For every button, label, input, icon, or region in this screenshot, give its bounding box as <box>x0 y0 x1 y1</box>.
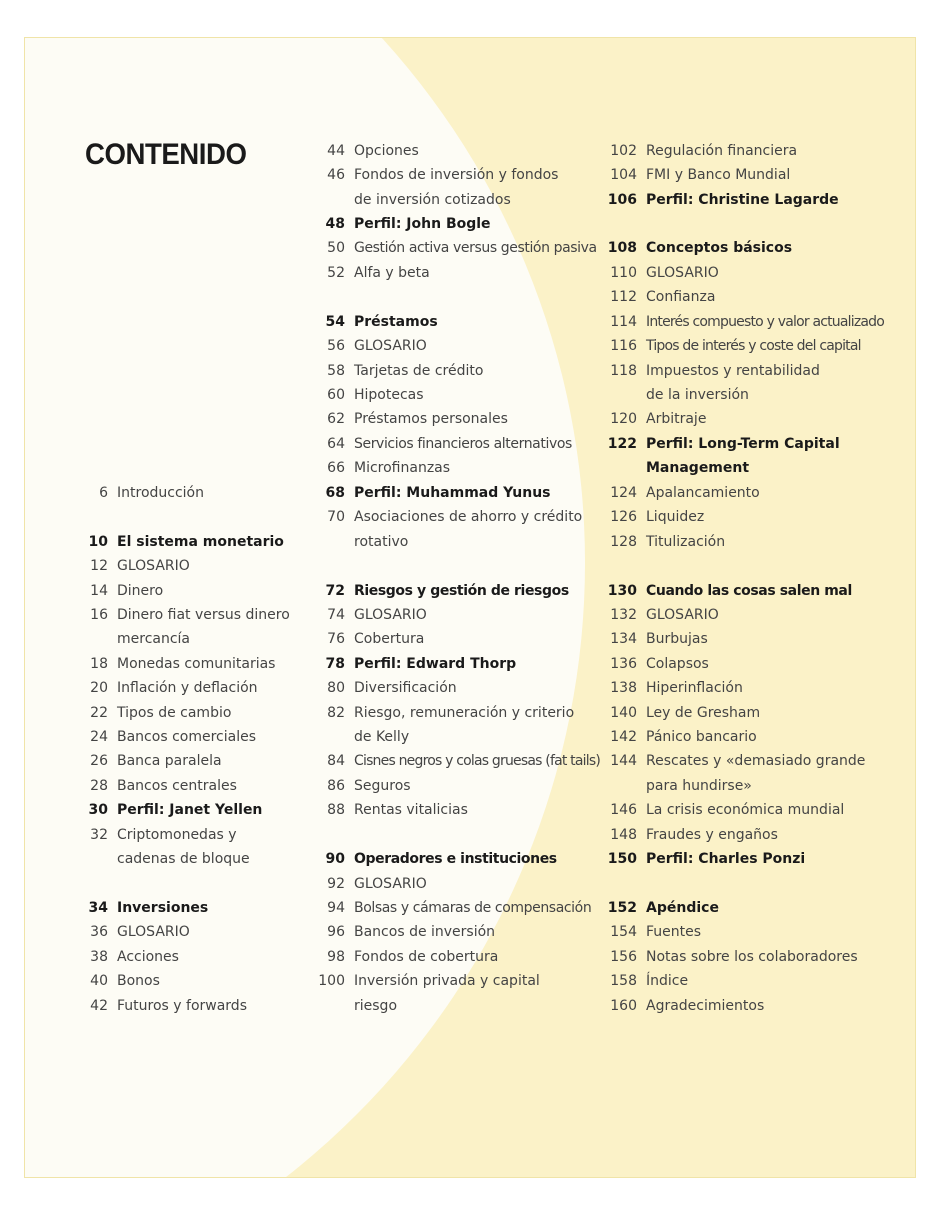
toc-page-number: 102 <box>610 143 637 159</box>
toc-entry[interactable] <box>99 482 204 504</box>
toc-page-number: 144 <box>610 753 637 769</box>
toc-entry[interactable] <box>610 995 765 1017</box>
toc-entry[interactable] <box>327 140 419 162</box>
toc-entry-title: riesgo <box>354 998 398 1014</box>
toc-entry[interactable] <box>327 873 427 895</box>
toc-entry-title: Tipos de cambio <box>117 705 232 721</box>
toc-entry-title: Microfinanzas <box>354 460 451 476</box>
toc-entry[interactable] <box>610 726 757 748</box>
toc-entry[interactable] <box>327 262 430 284</box>
toc-entry[interactable] <box>327 702 575 724</box>
toc-page-number: 52 <box>327 265 345 281</box>
toc-entry-title: Notas sobre los colaboradores <box>646 949 858 965</box>
toc-entry[interactable] <box>88 897 209 919</box>
toc-page-number: 98 <box>327 949 345 965</box>
toc-entry[interactable] <box>610 506 705 528</box>
toc-page-number: 96 <box>327 924 345 940</box>
toc-page-number: 104 <box>610 167 637 183</box>
toc-entry[interactable] <box>646 384 749 406</box>
toc-entry-title: Gestión activa versus gestión pasiva <box>354 240 597 256</box>
toc-page-number: 48 <box>325 216 345 232</box>
toc-entry[interactable] <box>610 335 861 357</box>
toc-page-number: 24 <box>90 729 108 745</box>
toc-entry[interactable] <box>327 164 559 186</box>
toc-entry-title: Bolsas y cámaras de compensación <box>354 900 592 916</box>
toc-page-number: 130 <box>607 583 637 599</box>
toc-page-number: 60 <box>327 387 345 403</box>
toc-page-number: 16 <box>90 607 108 623</box>
toc-page-number: 152 <box>607 900 637 916</box>
toc-page-number: 14 <box>90 583 108 599</box>
toc-entry[interactable] <box>610 164 791 186</box>
toc-entry-title: Seguros <box>354 778 411 794</box>
toc-entry-title: rotativo <box>354 534 409 550</box>
toc-page-number: 22 <box>90 705 108 721</box>
toc-entry[interactable] <box>327 506 583 528</box>
toc-entry-title: Cuando las cosas salen mal <box>646 583 852 599</box>
toc-entry-title: Perfil: Christine Lagarde <box>646 192 839 208</box>
toc-entry-title: Management <box>646 460 750 476</box>
toc-page-number: 28 <box>90 778 108 794</box>
toc-entry[interactable] <box>90 653 276 675</box>
toc-entry-title: Cisnes negros y colas gruesas (fat tails) <box>354 753 600 769</box>
toc-entry-title: Apalancamiento <box>646 485 760 501</box>
toc-entry[interactable] <box>325 311 438 333</box>
toc-page-number: 146 <box>610 802 637 818</box>
toc-entry[interactable] <box>327 384 424 406</box>
toc-entry-title: Índice <box>646 973 689 989</box>
toc-page-number: 110 <box>610 265 637 281</box>
toc-entry[interactable] <box>90 750 222 772</box>
toc-entry-title: Futuros y forwards <box>117 998 247 1014</box>
toc-entry[interactable] <box>646 775 752 797</box>
toc-page-number: 34 <box>88 900 108 916</box>
toc-page-number: 126 <box>610 509 637 525</box>
toc-entry-title: para hundirse» <box>646 778 752 794</box>
toc-entry-title: El sistema monetario <box>117 534 284 550</box>
toc-page-number: 38 <box>90 949 108 965</box>
toc-entry[interactable] <box>610 604 719 626</box>
toc-entry-title: Bonos <box>117 973 160 989</box>
toc-entry[interactable] <box>325 848 557 870</box>
toc-entry-title: Perfil: Charles Ponzi <box>646 851 806 867</box>
toc-page-number: 156 <box>610 949 637 965</box>
toc-entry-title: Riesgo, remuneración y criterio <box>354 705 575 721</box>
toc-page-number: 84 <box>327 753 345 769</box>
toc-page-number: 50 <box>327 240 345 256</box>
toc-page-number: 76 <box>327 631 345 647</box>
toc-entry[interactable] <box>327 775 411 797</box>
toc-entry[interactable] <box>90 726 256 748</box>
toc-entry-title: de inversión cotizados <box>354 192 511 208</box>
toc-entry-title: Bancos centrales <box>117 778 237 794</box>
toc-entry[interactable] <box>610 946 858 968</box>
toc-page-number: 42 <box>90 998 108 1014</box>
toc-entry[interactable] <box>90 702 232 724</box>
toc-entry-title: Riesgos y gestión de riesgos <box>354 583 569 599</box>
toc-entry[interactable] <box>90 946 179 968</box>
toc-entry-title: Arbitraje <box>646 411 707 427</box>
toc-entry-title: Ley de Gresham <box>646 705 761 721</box>
toc-page-number: 30 <box>88 802 108 818</box>
toc-entry-title: GLOSARIO <box>117 924 190 940</box>
toc-entry[interactable] <box>610 262 719 284</box>
toc-page-number: 70 <box>327 509 345 525</box>
toc-entry[interactable] <box>117 628 190 650</box>
toc-entry-title: Impuestos y rentabilidad <box>646 363 820 379</box>
toc-page-number: 100 <box>318 973 345 989</box>
toc-entry-title: Alfa y beta <box>354 265 430 281</box>
toc-entry-title: Apéndice <box>646 900 719 916</box>
toc-entry[interactable] <box>90 921 190 943</box>
toc-entry[interactable] <box>327 677 457 699</box>
toc-entry[interactable] <box>327 237 597 259</box>
toc-entry-title: Colapsos <box>646 656 709 672</box>
toc-page-number: 114 <box>610 314 637 330</box>
page-title: CONTENIDO <box>85 138 247 171</box>
toc-page-number: 112 <box>610 289 637 305</box>
toc-entry-title: Bancos comerciales <box>117 729 256 745</box>
toc-entry[interactable] <box>90 677 258 699</box>
toc-page-number: 36 <box>90 924 108 940</box>
toc-page-number: 46 <box>327 167 345 183</box>
toc-page-number: 54 <box>325 314 345 330</box>
toc-entry[interactable] <box>88 531 284 553</box>
toc-entry[interactable] <box>90 580 164 602</box>
toc-entry-title: Fraudes y engaños <box>646 827 778 843</box>
toc-entry[interactable] <box>90 995 247 1017</box>
toc-page-number: 160 <box>610 998 637 1014</box>
toc-entry-title: Rescates y «demasiado grande <box>646 753 866 769</box>
toc-page-number: 150 <box>607 851 637 867</box>
toc-entry-title: GLOSARIO <box>354 876 427 892</box>
toc-entry[interactable] <box>610 360 820 382</box>
toc-entry[interactable] <box>327 921 496 943</box>
toc-page-number: 118 <box>610 363 637 379</box>
toc-entry-title: Rentas vitalicias <box>354 802 468 818</box>
toc-entry[interactable] <box>610 653 709 675</box>
toc-page-number: 154 <box>610 924 637 940</box>
toc-entry[interactable] <box>610 286 716 308</box>
toc-entry[interactable] <box>354 189 511 211</box>
toc-entry-title: Diversificación <box>354 680 457 696</box>
toc-entry[interactable] <box>325 653 517 675</box>
toc-entry-title: Conceptos básicos <box>646 240 793 256</box>
toc-entry[interactable] <box>610 677 743 699</box>
toc-entry[interactable] <box>610 824 778 846</box>
toc-entry-title: Fuentes <box>646 924 702 940</box>
toc-page-number: 66 <box>327 460 345 476</box>
toc-entry[interactable] <box>610 531 726 553</box>
toc-entry[interactable] <box>318 970 540 992</box>
toc-entry-title: Titulización <box>646 534 726 550</box>
toc-entry-title: Operadores e instituciones <box>354 851 557 867</box>
toc-entry[interactable] <box>88 799 263 821</box>
toc-entry[interactable] <box>610 408 707 430</box>
toc-entry-title: Interés compuesto y valor actualizado <box>646 314 885 330</box>
toc-page-number: 18 <box>90 656 108 672</box>
toc-page-number: 72 <box>325 583 345 599</box>
toc-entry-title: Préstamos <box>354 314 438 330</box>
toc-entry-title: GLOSARIO <box>354 338 427 354</box>
toc-entry[interactable] <box>607 848 806 870</box>
toc-entry-title: Perfil: Muhammad Yunus <box>354 485 551 501</box>
toc-entry[interactable] <box>327 628 425 650</box>
toc-entry-title: Burbujas <box>646 631 708 647</box>
toc-page-number: 136 <box>610 656 637 672</box>
toc-page-number: 158 <box>610 973 637 989</box>
toc-entry-title: Inversiones <box>117 900 209 916</box>
toc-entry-title: de la inversión <box>646 387 749 403</box>
toc-entry-title: Introducción <box>117 485 204 501</box>
toc-page-number: 82 <box>327 705 345 721</box>
toc-entry-title: Monedas comunitarias <box>117 656 276 672</box>
toc-entry[interactable] <box>327 335 427 357</box>
toc-entry-title: Acciones <box>117 949 179 965</box>
toc-page-number: 122 <box>607 436 637 452</box>
toc-entry-title: Préstamos personales <box>354 411 508 427</box>
toc-page-number: 74 <box>327 607 345 623</box>
toc-entry-title: mercancía <box>117 631 191 647</box>
toc-entry[interactable] <box>90 604 290 626</box>
toc-entry[interactable] <box>325 482 551 504</box>
toc-page-number: 90 <box>325 851 345 867</box>
toc-page-number: 142 <box>610 729 637 745</box>
toc-entry-title: Hipotecas <box>354 387 424 403</box>
toc-entry-title: La crisis económica mundial <box>646 802 845 818</box>
toc-entry[interactable] <box>610 628 708 650</box>
toc-entry[interactable] <box>325 213 491 235</box>
toc-entry-title: Dinero fiat versus dinero <box>117 607 290 623</box>
toc-page-number: 148 <box>610 827 637 843</box>
toc-entry-title: Tarjetas de crédito <box>354 363 484 379</box>
toc-page-number: 32 <box>90 827 108 843</box>
toc-entry[interactable] <box>327 799 468 821</box>
toc-entry-title: Asociaciones de ahorro y crédito <box>354 509 583 525</box>
toc-entry-title: Hiperinflación <box>646 680 743 696</box>
toc-page-number: 106 <box>607 192 637 208</box>
toc-entry-title: Criptomonedas y <box>117 827 237 843</box>
toc-entry[interactable] <box>607 189 839 211</box>
toc-entry[interactable] <box>325 580 569 602</box>
toc-entry[interactable] <box>90 824 237 846</box>
toc-page-number: 140 <box>610 705 637 721</box>
toc-page-number: 92 <box>327 876 345 892</box>
toc-entry[interactable] <box>646 457 749 479</box>
toc-entry[interactable] <box>90 775 237 797</box>
toc-entry-title: GLOSARIO <box>117 558 190 574</box>
toc-entry[interactable] <box>327 408 508 430</box>
toc-entry-title: GLOSARIO <box>354 607 427 623</box>
toc-entry-title: Inversión privada y capital <box>354 973 540 989</box>
toc-page-number: 6 <box>99 485 108 501</box>
toc-page-number: 10 <box>88 534 108 550</box>
toc-entry-title: Dinero <box>117 583 164 599</box>
toc-page-number: 124 <box>610 485 637 501</box>
toc-entry-title: Bancos de inversión <box>354 924 496 940</box>
toc-entry[interactable] <box>327 604 427 626</box>
toc-page-number: 12 <box>90 558 108 574</box>
toc-entry-title: Perfil: Janet Yellen <box>117 802 263 818</box>
toc-page-number: 40 <box>90 973 108 989</box>
toc-page-number: 58 <box>327 363 345 379</box>
toc-page-number: 20 <box>90 680 108 696</box>
toc-page-number: 62 <box>327 411 345 427</box>
toc-page-number: 108 <box>607 240 637 256</box>
toc-page-number: 132 <box>610 607 637 623</box>
toc-entry-title: Regulación financiera <box>646 143 798 159</box>
toc-entry[interactable] <box>607 897 719 919</box>
toc-page-number: 86 <box>327 778 345 794</box>
toc-entry[interactable] <box>327 897 592 919</box>
toc-page-number: 134 <box>610 631 637 647</box>
toc-entry[interactable] <box>90 555 190 577</box>
toc-entry[interactable] <box>327 946 499 968</box>
toc-entry-title: Liquidez <box>646 509 705 525</box>
toc-entry-title: Opciones <box>354 143 419 159</box>
toc-entry[interactable] <box>607 237 793 259</box>
toc-entry[interactable] <box>327 360 484 382</box>
toc-entry-title: Cobertura <box>354 631 425 647</box>
toc-entry-title: Inflación y deflación <box>117 680 258 696</box>
toc-page-number: 88 <box>327 802 345 818</box>
toc-entry[interactable] <box>117 848 250 870</box>
toc-entry[interactable] <box>354 726 409 748</box>
toc-entry[interactable] <box>90 970 160 992</box>
toc-entry-title: Fondos de cobertura <box>354 949 499 965</box>
toc-entry-title: Tipos de interés y coste del capital <box>646 338 861 354</box>
toc-page-number: 78 <box>325 656 345 672</box>
toc-entry-title: Perfil: Edward Thorp <box>354 656 517 672</box>
toc-entry[interactable] <box>327 750 600 772</box>
toc-page-number: 68 <box>325 485 345 501</box>
toc-entry[interactable] <box>610 799 845 821</box>
toc-entry[interactable] <box>610 140 798 162</box>
toc-entry-title: Agradecimientos <box>646 998 765 1014</box>
toc-page-number: 116 <box>610 338 637 354</box>
toc-entry-title: FMI y Banco Mundial <box>646 167 791 183</box>
toc-entry[interactable] <box>327 433 572 455</box>
toc-entry[interactable] <box>610 970 689 992</box>
toc-page-number: 80 <box>327 680 345 696</box>
toc-entry-title: Perfil: Long-Term Capital <box>646 436 840 452</box>
toc-page-number: 26 <box>90 753 108 769</box>
toc-page-number: 94 <box>327 900 345 916</box>
toc-entry[interactable] <box>610 482 760 504</box>
toc-entry-title: Confianza <box>646 289 716 305</box>
toc-page-number: 64 <box>327 436 345 452</box>
toc-entry-title: Fondos de inversión y fondos <box>354 167 559 183</box>
toc-entry-title: Banca paralela <box>117 753 222 769</box>
toc-entry-title: de Kelly <box>354 729 410 745</box>
toc-page-number: 56 <box>327 338 345 354</box>
toc-entry-title: GLOSARIO <box>646 607 719 623</box>
toc-entry-title: cadenas de bloque <box>117 851 250 867</box>
toc-entry[interactable] <box>327 457 451 479</box>
toc-entry-title: Pánico bancario <box>646 729 757 745</box>
toc-entry[interactable] <box>610 921 702 943</box>
toc-entry[interactable] <box>354 995 397 1017</box>
toc-entry[interactable] <box>610 702 761 724</box>
toc-entry[interactable] <box>607 580 852 602</box>
toc-page-number: 128 <box>610 534 637 550</box>
toc-entry[interactable] <box>610 750 866 772</box>
toc-page-number: 120 <box>610 411 637 427</box>
toc-entry-title: GLOSARIO <box>646 265 719 281</box>
toc-entry-title: Servicios financieros alternativos <box>354 436 572 452</box>
toc-entry[interactable] <box>607 433 840 455</box>
toc-entry[interactable] <box>354 531 408 553</box>
toc-page-number: 44 <box>327 143 345 159</box>
toc-page-number: 138 <box>610 680 637 696</box>
toc-entry[interactable] <box>610 311 885 333</box>
toc-entry-title: Perfil: John Bogle <box>354 216 491 232</box>
